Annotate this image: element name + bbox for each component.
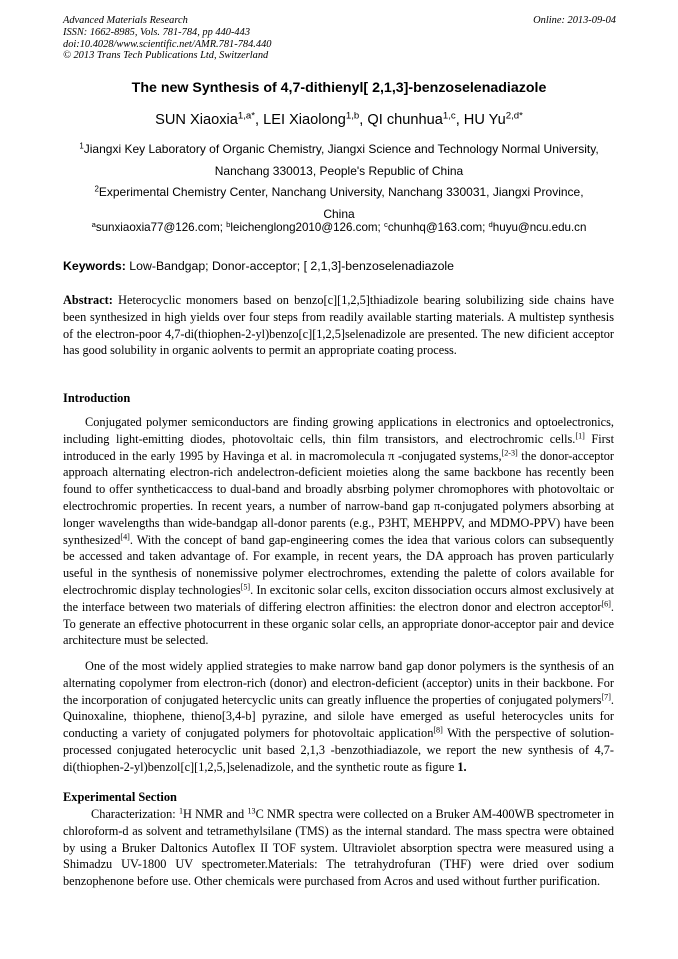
copyright-line: © 2013 Trans Tech Publications Ltd, Switzerland	[63, 50, 269, 62]
abstract	[63, 292, 614, 359]
figure-ref: 1.	[457, 759, 467, 774]
journal-header	[63, 15, 616, 62]
experimental-paragraph: Characterization: $^1$H NMR and $^{13}$C NMR spectra were collected on a Bruker AM-400WB spectrometer in chloroform-d as solvent and tetramethylsilane (TMS) as the internal standard. The mass spectra were obtained by using a Bruker Daltonics Autoflex II TOF system. Ultraviolet absorption spectra were measured using a Shimadzu UV-1800 UV spectrometer.Materials: The tetrahydrofuran (THF) were dried over sodium benzophenone before use. Other chemicals were purchased from Acros and used without further purification.	[63, 806, 614, 889]
paper-title: The new Synthesis of 4,7-dithienyl[ 2,1,3]-benzoselenadiazole	[131, 80, 547, 96]
abstract-text: Heterocyclic monomers based on benzo[c][1,2,5]thiadizole bearing solubilizing side chains have been synthesized in high yields over four steps from readily available starting materials. A multistep synthesis of the electron-poor 4,7-di(thiophen-2-yl)benzo[c][1,2,5]selenadizole are presented. The new dificient acceptor has good solubility in organic aolvents to permit an appropriate coating process.	[63, 293, 614, 358]
doi-line: doi:10.4028/www.scientific.net/AMR.781-784.440	[63, 38, 272, 50]
citation: [2-3]	[501, 448, 518, 458]
intro-paragraph-1: Conjugated polymer semiconductors are finding growing applications in electronics and optoelectronics, including light-emitting diodes, photovoltaic cells, thin film transistors, and electrochromic cells.[1] First introduced in the early 1995 by Havinga et al. in macromolecula π -conjugated systems,[2-3] the donor-acceptor approach alternating electron-rich andelectron-deficient moieties along the same backbone has recently been found to offer syntheticaccess to dual-band and broadly absrbing polymer chromophores with photovoltaic or electrochromic properties. In recent years, a number of narrow-band gap π-conjugated polymers absorbing at longer wavelengths than wide-bandgap all-donor parents (e.g., P3HT, MEHPPV, and MDMO-PPV) have been synthesized[4]. With the concept of band gap-engineering comes the idea that various colors can subsequently be accessed and taken advantage of. For example, in recent years, the DA approach has proven particularly useful in the synthesis of nonemissive polymer electrochromes, extending the palette of colors available for electrochromic display technologies[5]. In excitonic solar cells, exciton dissociation occurs almost exclusively at the interface between two materials of differing electron affinities: the electron donor and electron acceptor[6]. To generate an effective photocurrent in these organic solar cells, an appropriate donor-acceptor pair and device architecture must be selected.	[63, 415, 615, 648]
email-link[interactable]: leichenglong2010@126.com;	[230, 221, 384, 234]
abstract-label: Abstract:	[63, 293, 113, 307]
section-heading-introduction: Introduction	[63, 391, 131, 405]
intro-paragraph-2: One of the most widely applied strategies to make narrow band gap donor polymers is the synthesis of an alternating copolymer from electron-rich (donor) and electron-deficient (acceptor) units in their backbone. For the incorporation of conjugated hetercyclic units can greatly influence the properties of conjugated polymers[7]. Quinoxaline, thiophene, thieno[3,4-b] pyrazine, and silole have emerged as useful heterocycles units for conducting a variety of conjugated polymers for photovoltaic application[8] With the perspective of solution-processed conjugated heterocyclic unit based 2,1,3 -benzothiadiazole, we report the new synthesis of 4,7-di(thiophen-2-yl)benzol[c][1,2,5,]selenadizole, and the synthetic route as figure 1.	[63, 659, 614, 774]
citation: [5]	[240, 582, 251, 592]
citation: [7]	[601, 692, 611, 702]
author: HU $Yu^{2,d*}$	[463, 110, 523, 128]
issn-line: ISSN: 1662-8985, Vols. 781-784, pp 440-443	[63, 26, 251, 38]
author-emails: $^a$sunxiaoxia77@126.com; $^b$leichenglong2010@126.com; $^c$chunhq@163.com; $^d$huyu@ncu.edu.cn	[91, 219, 587, 234]
keywords-text: Low-Bandgap; Donor-acceptor; [ 2,1,3]-benzoselenadiazole	[125, 259, 455, 273]
keywords	[63, 259, 454, 273]
keywords-label: Keywords:	[63, 259, 126, 273]
email-link[interactable]: chunhq@163.com;	[387, 221, 489, 234]
author-list	[0, 112, 678, 128]
citation: [8]	[433, 725, 443, 735]
citation: [4]	[120, 532, 130, 542]
online-date: Online: 2013-09-04	[533, 15, 616, 26]
citation: [1]	[575, 431, 585, 441]
affiliation-2: $^2$Experimental Chemistry Center, Nanchang University, Nanchang 330031, Jiangxi Province, China	[94, 184, 584, 221]
author: QI chunhua$^{1,c}$,	[367, 110, 464, 128]
email-link[interactable]: huyu@ncu.edu.cn	[492, 221, 587, 234]
journal-name: Advanced Materials Research	[63, 15, 188, 26]
author: LEI Xiaolong$^{1,b}$,	[263, 110, 368, 128]
affiliation-1: $^1$Jiangxi Key Laboratory of Organic Chemistry, Jiangxi Science and Technology Normal University, Nanchang 330013, People's Republic of China	[79, 141, 599, 178]
email-link[interactable]: sunxiaoxia77@126.com;	[95, 221, 227, 234]
citation: [6]	[601, 599, 611, 609]
author: SUN Xiaoxia$^{1,a*}$,	[155, 110, 264, 128]
section-heading-experimental: Experimental Section	[63, 790, 177, 804]
